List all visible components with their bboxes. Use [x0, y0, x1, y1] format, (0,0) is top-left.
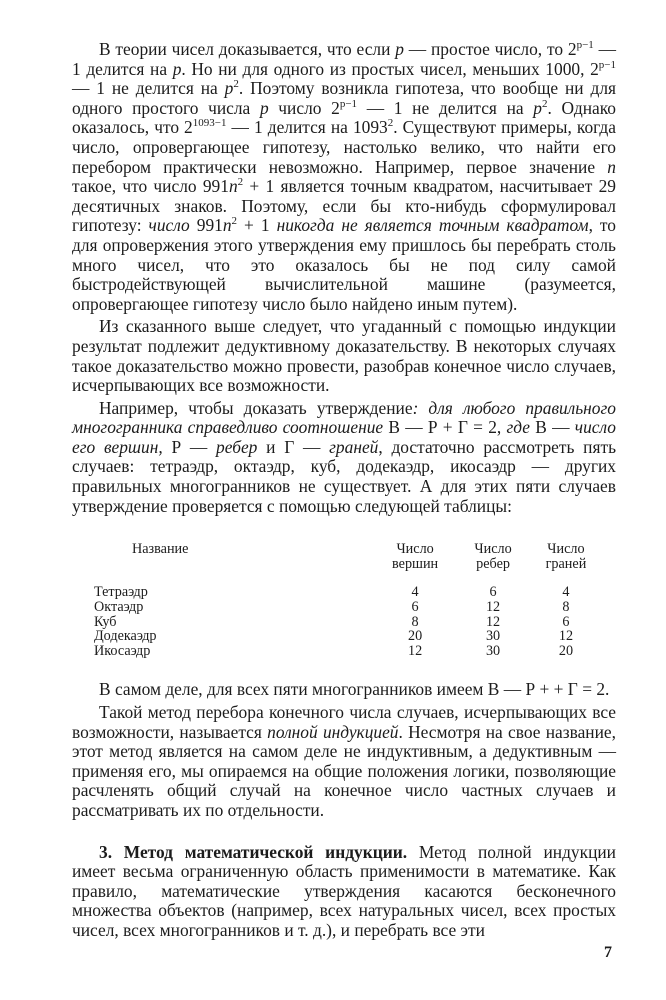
text-run: Метод полной индукции имеет весьма ограниченную область применимости в математике. Как правило, математические утверждения касаются бесконечного множества объектов (например, всех натуральных чисел, всех простых чисел, всех многогранников и т. д.), и перебрать все эти	[72, 841, 616, 940]
math-var: p	[395, 39, 404, 59]
text-run: , то для опровержения этого утверждения ему пришлось бы перебрать столь много чисел, что это оказалось бы не под силу самой быстродействующей вычислительной машине (разумеется, опровергающее гипотезу число было найдено иным путем).	[72, 215, 616, 314]
paragraph-1	[72, 40, 616, 314]
text-run: Р —	[162, 436, 217, 457]
vertices-count: 6	[411, 599, 419, 616]
italic-run: ребер	[216, 436, 258, 457]
faces-count: 6	[562, 613, 570, 630]
page-number: 7	[604, 944, 612, 961]
text-run: — 1 делится на	[72, 39, 616, 79]
faces-count: 20	[558, 642, 574, 659]
table-row	[94, 585, 604, 600]
paragraph-2: Из сказанного выше следует, что угаданный с помощью индукции результат подлежит дедуктивному доказательству. В некоторых случаях такое доказательство можно провести, разобрав конечное число случаев, исчерпывающих все возможности.	[72, 316, 616, 396]
edges-count: 12	[485, 599, 501, 616]
exponent: p−1	[598, 58, 616, 71]
vertices-count: 20	[408, 628, 423, 645]
edges-count: 30	[485, 628, 501, 645]
edges-count: 12	[485, 613, 501, 630]
text-run: такое, что число 991	[72, 176, 229, 197]
spacer	[72, 658, 616, 680]
polyhedra-table	[94, 542, 604, 658]
text-run: . Однако оказалось, что 2	[72, 97, 616, 138]
text-run: + 1 является точным квадратом, насчитывает 29 десятичных знаков. Поэтому, если бы кто-нибудь сформулировал гипотезу:	[72, 176, 616, 236]
vertices-count: 8	[411, 613, 419, 630]
math-var: n	[228, 176, 238, 197]
exponent: 1093−1	[192, 117, 227, 130]
polyhedron-name: Октаэдр	[94, 599, 144, 616]
text-run: . Существуют примеры, когда число, опровергающее гипотезу, настолько велико, что найти его перебором практически невозможно. Например, первое значение	[72, 117, 616, 177]
table-row	[94, 629, 604, 644]
exponent: 2	[233, 78, 239, 91]
page-content	[72, 40, 616, 941]
header-faces: Число граней	[545, 541, 587, 572]
faces-count: 12	[558, 628, 574, 645]
text-run: В теории чисел доказывается, что если	[99, 39, 396, 59]
section-heading: 3. Метод математической индукции.	[99, 841, 408, 862]
math-var: p	[224, 78, 234, 99]
text-run: В —	[530, 417, 575, 438]
text-run: + 1	[237, 215, 277, 236]
text-run: . Поэтому возникла гипотеза, что вообще ни для одного простого числа	[72, 78, 616, 118]
italic-run: граней	[329, 436, 379, 457]
text-run: Например, чтобы доказать утверждение	[99, 397, 413, 418]
exponent: p−1	[339, 97, 358, 110]
polyhedron-name: Додекаэдр	[94, 628, 157, 645]
table-header-row	[94, 542, 604, 585]
paragraph-5	[72, 703, 616, 821]
text-run: . Но ни для одного из простых чисел, меньших 1000, 2	[181, 58, 599, 79]
polyhedron-name: Икосаэдр	[94, 642, 151, 659]
edges-count: 6	[489, 584, 497, 601]
math-var: n	[607, 156, 616, 177]
text-run: — 1 делится на 1093	[226, 117, 388, 138]
text-run: — 1 не делится на	[357, 97, 534, 118]
italic-run: : для любого правильного многогранника справедливо соотношение	[72, 397, 616, 438]
math-var: p	[533, 97, 542, 118]
header-vertices: Число вершин	[392, 541, 439, 572]
faces-count: 4	[562, 584, 570, 601]
paragraph-6	[72, 843, 616, 941]
header-edges: Число ребер	[474, 541, 512, 572]
italic-run: число его вершин,	[72, 417, 616, 457]
polyhedron-name: Тетраэдр	[94, 584, 148, 601]
text-run: . Несмотря на свое название, этот метод является на самом деле не индуктивным, а дедуктивным — применяя его, мы опираемся на общие положения логики, позволяющие расчленять общий случай на конечное число частных случаев и рассматривать их по отдельности.	[72, 721, 616, 820]
table-row	[94, 644, 604, 659]
exponent: 2	[237, 176, 244, 189]
header-name: Название	[132, 541, 189, 558]
italic-run: число	[148, 215, 190, 236]
paragraph-4: В самом деле, для всех пяти многогранников имеем В — Р + + Г = 2.	[99, 679, 610, 700]
text-run: число 2	[268, 97, 340, 118]
exponent: p−1	[576, 39, 594, 51]
math-var: p	[259, 97, 269, 118]
italic-run: полной индукцией	[267, 721, 399, 742]
text-run: В — Р + Г = 2,	[383, 417, 507, 438]
text-run: , достаточно рассмотреть пять случаев: тетраэдр, октаэдр, куб, додекаэдр, икосаэдр — других правильных многогранников не существует. А для этих пяти случаев утверждение проверяется с помощью следующей таблицы:	[72, 436, 617, 516]
text-run: Такой метод перебора конечного числа случаев, исчерпывающих все возможности, называется	[72, 702, 616, 742]
table-row	[94, 615, 604, 630]
vertices-count: 12	[408, 642, 423, 659]
exponent: 2	[231, 215, 238, 228]
polyhedron-name: Куб	[94, 613, 117, 630]
edges-count: 30	[485, 642, 501, 659]
italic-run: где	[506, 417, 531, 438]
text-run: — простое число, то 2	[403, 39, 577, 59]
math-var: n	[222, 215, 232, 236]
exponent: 2	[387, 117, 394, 130]
exponent: 2	[542, 97, 548, 110]
italic-run: никогда не является точным квадратом	[276, 215, 589, 236]
table-row	[94, 600, 604, 615]
math-var: p	[172, 58, 182, 79]
text-run: — 1 не делится на	[72, 78, 225, 99]
text-run: 991	[189, 215, 223, 236]
faces-count: 8	[562, 599, 570, 616]
paragraph-3	[72, 399, 616, 517]
vertices-count: 4	[411, 584, 419, 601]
text-run: и Г —	[257, 436, 330, 457]
